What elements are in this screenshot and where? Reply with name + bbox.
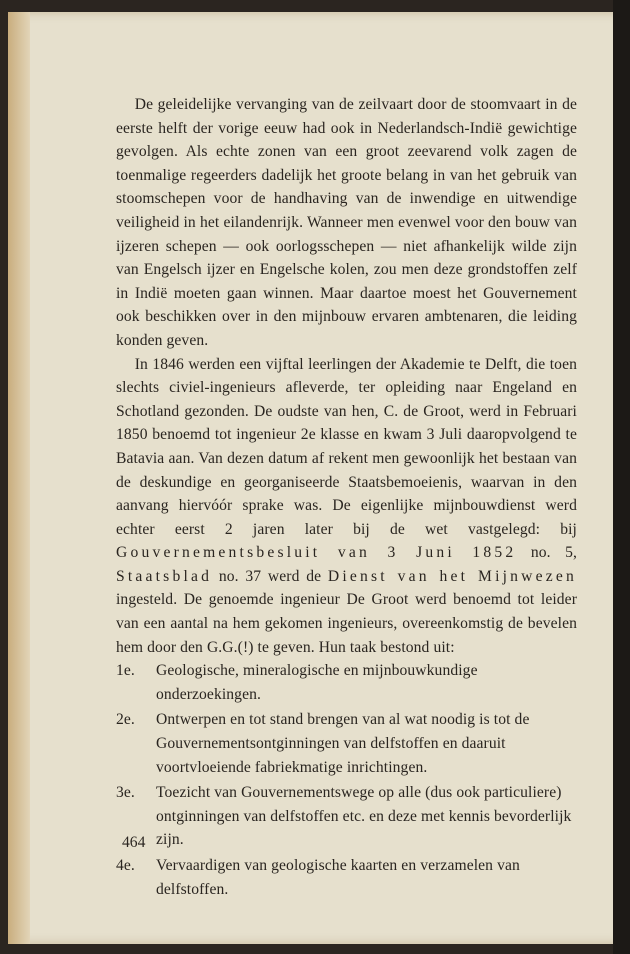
- page-edge: [613, 0, 630, 954]
- list-item-number: 2e.: [116, 711, 135, 729]
- list-item: [116, 854, 577, 901]
- list-item-number: 1e.: [116, 662, 135, 680]
- paragraph-2-part-c: no. 5,: [516, 544, 577, 562]
- spaced-dienst: Dienst van het Mijnwezen: [327, 567, 577, 585]
- list-item-text: Toezicht van Gouvernementswege op alle (dus ook particuliere) ontginningen van delfstoffen etc. en deze met kennis bevorderlijk zijn.: [156, 784, 572, 849]
- list-item: [116, 708, 577, 779]
- list-item: [116, 781, 577, 852]
- list-item-number: 4e.: [116, 857, 135, 874]
- paragraph-2-part-a: In 1846 werden een vijftal leerlingen der Akademie te Delft, die toen slechts civiel-ingenieurs afleverde, ter opleiding naar Engeland en Schotland gezonden. De oudste van hen, C. de Groot, werd in Februari 1850 benoemd tot ingenieur 2e klasse en kwam 3 Juli daaropvolgend te Batavia aan. Van dezen datum af rekent men gewoonlijk het bestaan van de deskundige en georganiseerde Staatsbemoeienis, waarvan in den aanvang hiervóór sprake was. De eigenlijke mijnbouwdienst werd echter eerst 2 jaren later bij de wet vastgelegd: bij: [116, 355, 577, 538]
- paragraph-1: De geleidelijke vervanging van de zeilvaart door de stoomvaart in de eerste helft der vorige eeuw had ook in Nederlandsch-Indië gewichtige gevolgen. Als echte zonen van een groot zeevarend volk zagen de toenmalige regeerders dadelijk het groote belang in van het gebruik van stoomschepen voor de handhaving van de inwendige en uitwendige veiligheid in het eilandenrijk. Wanneer men evenwel voor den bouw van ijzeren schepen — ook oorlogsschepen — niet afhankelijk wilde zijn van Engelsch ijzer en Engelsche kolen, zou men deze grondstoffen zelf in Indië moeten gaan winnen. Maar daartoe moest het Gouvernement ook beschikken over in den mijnbouw ervaren ambtenaren, die leiding konden geven.: [116, 96, 577, 349]
- list-item-text: Geologische, mineralogische en mijnbouwkundige onderzoekingen.: [156, 662, 478, 703]
- spaced-staatsblad: Staatsblad: [116, 567, 213, 585]
- page-number: 464: [122, 834, 146, 851]
- body-text: [116, 93, 577, 901]
- book-spine-shadow: [8, 12, 30, 944]
- spaced-decree: Gouvernementsbesluit van 3 Juni 1852: [116, 544, 517, 562]
- paragraph-2-part-e: no. 37 werd de: [212, 567, 328, 585]
- list-item-text: Ontwerpen en tot stand brengen van al wat noodig is tot de Gouvernementsontginningen van delfstoffen en daaruit voortvloeiende fabriekmatige inrichtingen.: [156, 711, 530, 776]
- paragraph-2: [116, 353, 577, 660]
- list-item: [116, 659, 577, 706]
- list-item-text: Vervaardigen van geologische kaarten en verzamelen van delfstoffen.: [156, 857, 520, 898]
- paragraph-2-part-g: ingesteld. De genoemde ingenieur De Groot werd benoemd tot leider van een aantal na hem gekomen ingenieurs, overeenkomstig de bevelen hem door den G.G.(!) te geven. Hun taak bestond uit:: [116, 591, 577, 656]
- list-item-number: 3e.: [116, 784, 135, 802]
- task-list: [116, 659, 577, 901]
